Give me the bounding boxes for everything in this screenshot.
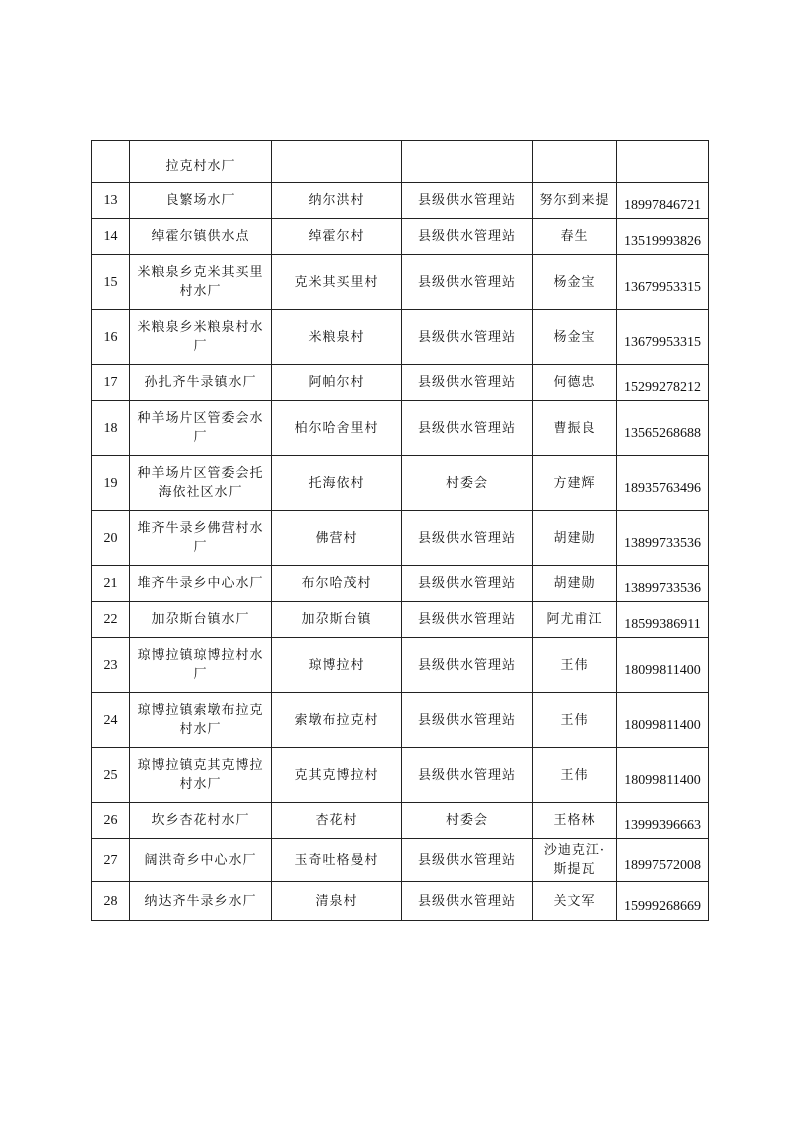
table-row [92, 602, 709, 638]
cell-no: 20 [92, 511, 130, 566]
cell-phone: 13899733536 [617, 511, 709, 566]
cell-phone: 13899733536 [617, 566, 709, 602]
cell-village: 杏花村 [272, 803, 402, 839]
cell-manager: 县级供水管理站 [402, 183, 533, 219]
cell-phone: 18997572008 [617, 839, 709, 882]
cell-plant: 堆齐牛录乡中心水厂 [130, 566, 272, 602]
cell-manager: 县级供水管理站 [402, 511, 533, 566]
cell-no: 28 [92, 882, 130, 921]
table-row [92, 401, 709, 456]
cell-contact: 杨金宝 [533, 255, 617, 310]
table-row [92, 511, 709, 566]
cell-village: 布尔哈茂村 [272, 566, 402, 602]
cell-manager: 县级供水管理站 [402, 638, 533, 693]
cell-contact: 王伟 [533, 638, 617, 693]
cell-village: 克其克博拉村 [272, 748, 402, 803]
table-row [92, 638, 709, 693]
cell-phone: 15299278212 [617, 365, 709, 401]
cell-contact: 何德忠 [533, 365, 617, 401]
cell-contact: 王格林 [533, 803, 617, 839]
table-row [92, 839, 709, 882]
cell-plant: 琼博拉镇索墩布拉克村水厂 [130, 693, 272, 748]
cell-no: 18 [92, 401, 130, 456]
cell-phone: 13679953315 [617, 310, 709, 365]
cell-phone: 13565268688 [617, 401, 709, 456]
cell-plant: 种羊场片区管委会托海依社区水厂 [130, 456, 272, 511]
cell-village: 玉奇吐格曼村 [272, 839, 402, 882]
cell-manager: 县级供水管理站 [402, 365, 533, 401]
cell-plant: 拉克村水厂 [130, 141, 272, 183]
cell-plant: 种羊场片区管委会水厂 [130, 401, 272, 456]
cell-contact: 沙迪克江·斯提瓦 [533, 839, 617, 882]
cell-phone: 13679953315 [617, 255, 709, 310]
cell-no: 21 [92, 566, 130, 602]
cell-manager: 县级供水管理站 [402, 882, 533, 921]
table-row [92, 693, 709, 748]
table-row [92, 456, 709, 511]
cell-manager: 村委会 [402, 803, 533, 839]
cell-village: 绰霍尔村 [272, 219, 402, 255]
cell-village: 清泉村 [272, 882, 402, 921]
cell-manager: 县级供水管理站 [402, 748, 533, 803]
cell-plant: 孙扎齐牛录镇水厂 [130, 365, 272, 401]
cell-contact: 方建辉 [533, 456, 617, 511]
cell-manager: 县级供水管理站 [402, 602, 533, 638]
cell-village: 阿帕尔村 [272, 365, 402, 401]
cell-manager: 县级供水管理站 [402, 255, 533, 310]
table-row [92, 566, 709, 602]
cell-plant: 堆齐牛录乡佛营村水厂 [130, 511, 272, 566]
cell-village: 佛营村 [272, 511, 402, 566]
water-plant-table [91, 140, 709, 921]
cell-manager: 县级供水管理站 [402, 310, 533, 365]
cell-contact: 胡建勋 [533, 566, 617, 602]
cell-contact: 春生 [533, 219, 617, 255]
cell-village: 托海依村 [272, 456, 402, 511]
cell-village [272, 141, 402, 183]
table-row [92, 803, 709, 839]
table-row [92, 219, 709, 255]
cell-phone: 15999268669 [617, 882, 709, 921]
cell-plant: 阔洪奇乡中心水厂 [130, 839, 272, 882]
cell-contact: 王伟 [533, 748, 617, 803]
cell-no: 15 [92, 255, 130, 310]
table-row [92, 748, 709, 803]
cell-phone: 18599386911 [617, 602, 709, 638]
cell-village: 加尕斯台镇 [272, 602, 402, 638]
cell-no: 23 [92, 638, 130, 693]
cell-manager: 县级供水管理站 [402, 839, 533, 882]
cell-no: 16 [92, 310, 130, 365]
cell-village: 克米其买里村 [272, 255, 402, 310]
cell-no: 24 [92, 693, 130, 748]
cell-no: 19 [92, 456, 130, 511]
cell-no: 14 [92, 219, 130, 255]
cell-village: 柏尔哈舍里村 [272, 401, 402, 456]
cell-manager: 县级供水管理站 [402, 693, 533, 748]
cell-phone: 13519993826 [617, 219, 709, 255]
cell-contact: 曹振良 [533, 401, 617, 456]
cell-plant: 米粮泉乡米粮泉村水厂 [130, 310, 272, 365]
cell-no: 13 [92, 183, 130, 219]
cell-village: 索墩布拉克村 [272, 693, 402, 748]
cell-manager: 县级供水管理站 [402, 401, 533, 456]
cell-village: 米粮泉村 [272, 310, 402, 365]
table-row [92, 141, 709, 183]
cell-no: 25 [92, 748, 130, 803]
cell-village: 纳尔洪村 [272, 183, 402, 219]
cell-no [92, 141, 130, 183]
table-row [92, 365, 709, 401]
cell-contact: 胡建勋 [533, 511, 617, 566]
cell-contact: 努尔到来提 [533, 183, 617, 219]
cell-manager: 村委会 [402, 456, 533, 511]
cell-no: 22 [92, 602, 130, 638]
cell-phone: 18099811400 [617, 693, 709, 748]
cell-no: 26 [92, 803, 130, 839]
cell-no: 27 [92, 839, 130, 882]
cell-contact: 关文军 [533, 882, 617, 921]
cell-plant: 良繁场水厂 [130, 183, 272, 219]
cell-contact [533, 141, 617, 183]
table-row [92, 183, 709, 219]
cell-phone: 18099811400 [617, 748, 709, 803]
cell-plant: 坎乡杏花村水厂 [130, 803, 272, 839]
cell-phone: 13999396663 [617, 803, 709, 839]
cell-phone: 18099811400 [617, 638, 709, 693]
cell-village: 琼博拉村 [272, 638, 402, 693]
cell-manager: 县级供水管理站 [402, 566, 533, 602]
cell-plant: 绰霍尔镇供水点 [130, 219, 272, 255]
cell-contact: 王伟 [533, 693, 617, 748]
cell-plant: 米粮泉乡克米其买里村水厂 [130, 255, 272, 310]
table-row [92, 255, 709, 310]
cell-no: 17 [92, 365, 130, 401]
cell-phone: 18997846721 [617, 183, 709, 219]
table-row [92, 882, 709, 921]
cell-phone: 18935763496 [617, 456, 709, 511]
cell-phone [617, 141, 709, 183]
cell-plant: 琼博拉镇克其克博拉村水厂 [130, 748, 272, 803]
cell-manager: 县级供水管理站 [402, 219, 533, 255]
cell-contact: 阿尤甫江 [533, 602, 617, 638]
cell-contact: 杨金宝 [533, 310, 617, 365]
cell-plant: 加尕斯台镇水厂 [130, 602, 272, 638]
cell-plant: 琼博拉镇琼博拉村水厂 [130, 638, 272, 693]
cell-plant: 纳达齐牛录乡水厂 [130, 882, 272, 921]
table-row [92, 310, 709, 365]
cell-manager [402, 141, 533, 183]
